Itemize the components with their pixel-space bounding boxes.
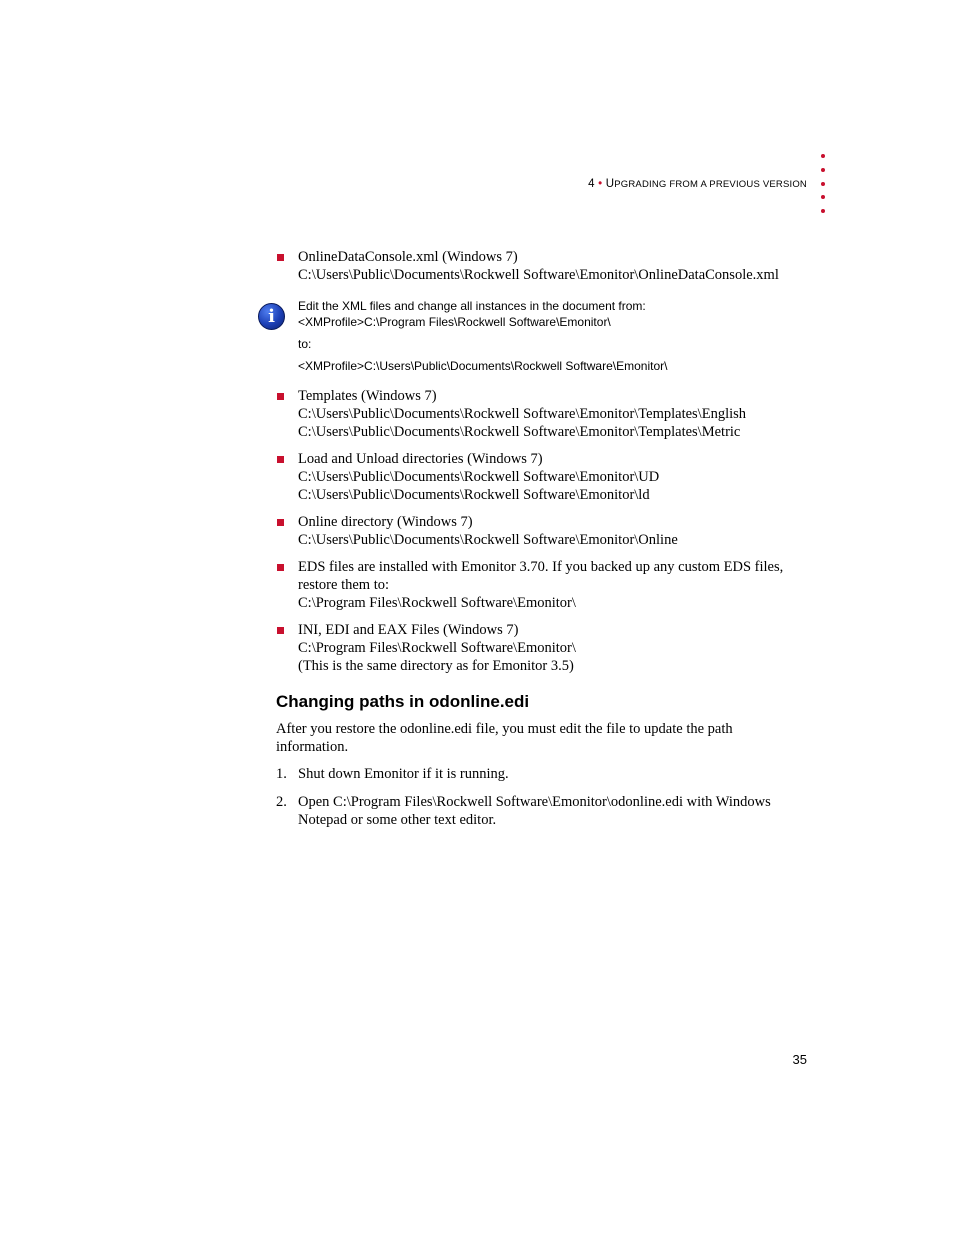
bullet-list-top (276, 248, 816, 284)
bullet-line: Online directory (Windows 7) (298, 514, 473, 530)
step-line: Open C:\Program Files\Rockwell Software\Emonitor\odonline.edi with Windows (298, 794, 771, 810)
section-heading: Changing paths in odonline.edi (276, 692, 530, 711)
bullet-line: C:\Users\Public\Documents\Rockwell Software\Emonitor\Online (298, 532, 678, 548)
bullet-line: Load and Unload directories (Windows 7) (298, 451, 543, 467)
bullet-line: C:\Program Files\Rockwell Software\Emonitor\ (298, 640, 576, 656)
step-line: Notepad or some other text editor. (298, 812, 497, 828)
list-item (276, 558, 838, 612)
bullet-square-icon (277, 254, 284, 261)
info-note (258, 298, 818, 378)
bullet-line: C:\Program Files\Rockwell Software\Emonitor\ (298, 595, 576, 611)
bullet-square-icon (277, 519, 284, 526)
list-item (276, 387, 838, 441)
step-item (276, 765, 816, 783)
bullet-square-icon (277, 393, 284, 400)
step-line: Shut down Emonitor if it is running. (298, 766, 509, 782)
section-intro (276, 720, 776, 756)
bullet-line: C:\Users\Public\Documents\Rockwell Software\Emonitor\ld (298, 487, 650, 503)
page-number: 35 (792, 1052, 807, 1067)
dot (821, 154, 825, 158)
note-line: Edit the XML files and change all instances in the document from: (298, 299, 646, 313)
bullet-line: Templates (Windows 7) (298, 388, 437, 404)
intro-line: After you restore the odonline.edi file, you must edit the file to update the path (276, 721, 733, 737)
list-item (276, 450, 838, 504)
decorative-dots (821, 154, 827, 223)
chapter-number: 4 (588, 178, 595, 190)
dot (821, 209, 825, 213)
list-item (276, 248, 816, 284)
step-number: 2. (276, 794, 287, 810)
chapter-title: PGRADING FROM A PREVIOUS VERSION (614, 179, 807, 190)
dot (821, 182, 825, 186)
note-text (298, 298, 818, 374)
intro-line: information. (276, 739, 349, 755)
dot (821, 195, 825, 199)
bullet-square-icon (277, 627, 284, 634)
bullet-line: C:\Users\Public\Documents\Rockwell Software\Emonitor\Templates\English (298, 406, 747, 422)
running-header (560, 178, 807, 190)
bullet-square-icon (277, 456, 284, 463)
bullet-line: C:\Users\Public\Documents\Rockwell Software\Emonitor\UD (298, 469, 660, 485)
chapter-title-initial: U (605, 178, 615, 190)
step-number: 1. (276, 766, 287, 782)
bullet-line: restore them to: (298, 577, 390, 593)
header-separator: • (598, 178, 603, 190)
bullet-line: OnlineDataConsole.xml (Windows 7) (298, 249, 518, 265)
list-item (276, 621, 838, 675)
bullet-square-icon (277, 564, 284, 571)
note-to: to: (298, 337, 312, 351)
bullet-line: (This is the same directory as for Emonitor 3.5) (298, 658, 574, 674)
info-icon: i (258, 303, 285, 330)
bullet-line: C:\Users\Public\Documents\Rockwell Software\Emonitor\OnlineDataConsole.xml (298, 267, 779, 283)
dot (821, 168, 825, 172)
note-target: <XMProfile>C:\Users\Public\Documents\Rockwell Software\Emonitor\ (298, 359, 668, 373)
bullet-line: C:\Users\Public\Documents\Rockwell Software\Emonitor\Templates\Metric (298, 424, 741, 440)
bullet-line: INI, EDI and EAX Files (Windows 7) (298, 622, 519, 638)
bullet-line: EDS files are installed with Emonitor 3.70. If you backed up any custom EDS files, (298, 559, 784, 575)
step-item (276, 793, 816, 829)
list-item (276, 513, 838, 549)
note-line: <XMProfile>C:\Program Files\Rockwell Software\Emonitor\ (298, 315, 611, 329)
